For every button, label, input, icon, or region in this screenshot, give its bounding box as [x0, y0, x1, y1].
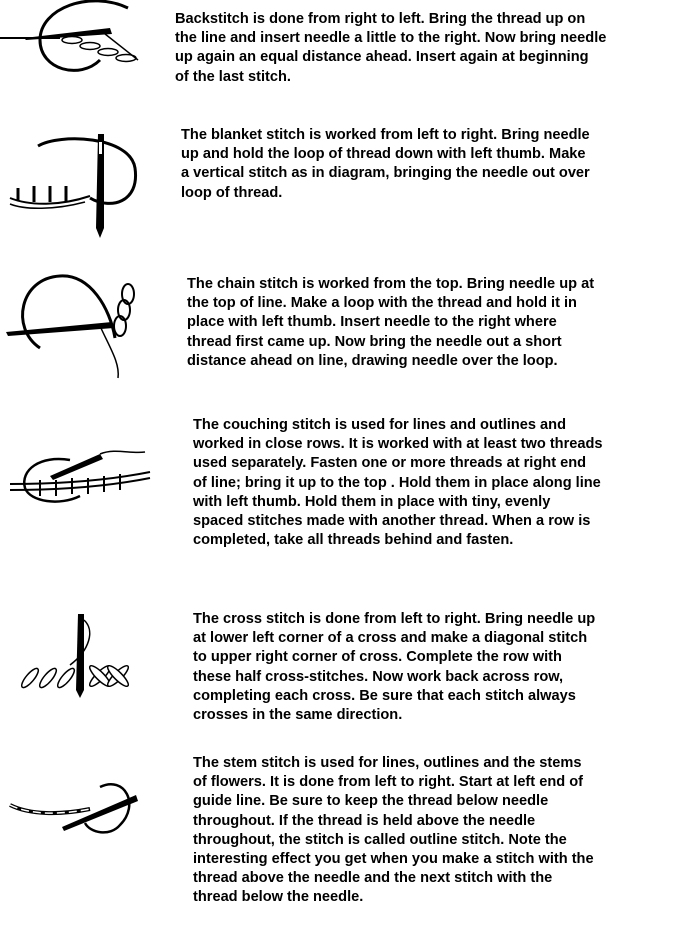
stem-stitch-description: The stem stitch is used for lines, outlines and the stems of flowers. It is done from left to right. Start at left end of guide line. Be sure to keep the thread below needle throughout. If the thread is held above the needle throughout, the stitch is called outline stitch. Note the interesting effect you get when you make a stitch with the thread above the needle and the next stitch with the thread below the needle.: [193, 755, 594, 906]
blanket-stitch-illustration: [0, 128, 150, 240]
chain-stitch-description: The chain stitch is worked from the top. Bring needle up at the top of line. Make a loop with the thread and hold it in place with left thumb. Insert needle to the right where thread first came up. Now bring the needle out a short distance ahead on line, drawing needle over the loop.: [187, 276, 595, 369]
couching-stitch-description: The couching stitch is used for lines and outlines and worked in close rows. It is worked with at least two threads used separately. Fasten one or more threads at right end of line; bring it up to the top . Hold them in place along line with left thumb. Hold them in place with tiny, evenly spaced stitches made with another thread. When a row is completed, take all threads behind and fasten.: [193, 417, 603, 549]
couching-stitch-illustration: [0, 440, 160, 520]
stem-stitch-illustration: [0, 775, 150, 845]
cross-stitch-illustration: [0, 610, 150, 700]
cross-stitch-description: The cross stitch is done from left to right. Bring needle up at lower left corner of a cross and make a diagonal stitch to upper right corner of cross. Complete the row with these half cross-stitches. Now work back across row, completing each cross. Be sure that each stitch always crosses in the same direction.: [193, 611, 596, 724]
backstitch-illustration: [0, 0, 170, 80]
blanket-stitch-description: The blanket stitch is worked from left to right. Bring needle up and hold the loop of thread down with left thumb. Make a vertical stitch as in diagram, bringing the needle out over loop of thread.: [181, 127, 590, 201]
chain-stitch-illustration: [0, 268, 160, 378]
backstitch-description: Backstitch is done from right to left. Bring the thread up on the line and insert needle a little to the right. Now bring needle up again an equal distance ahead. Insert again at beginning of the last stitch.: [175, 11, 607, 85]
